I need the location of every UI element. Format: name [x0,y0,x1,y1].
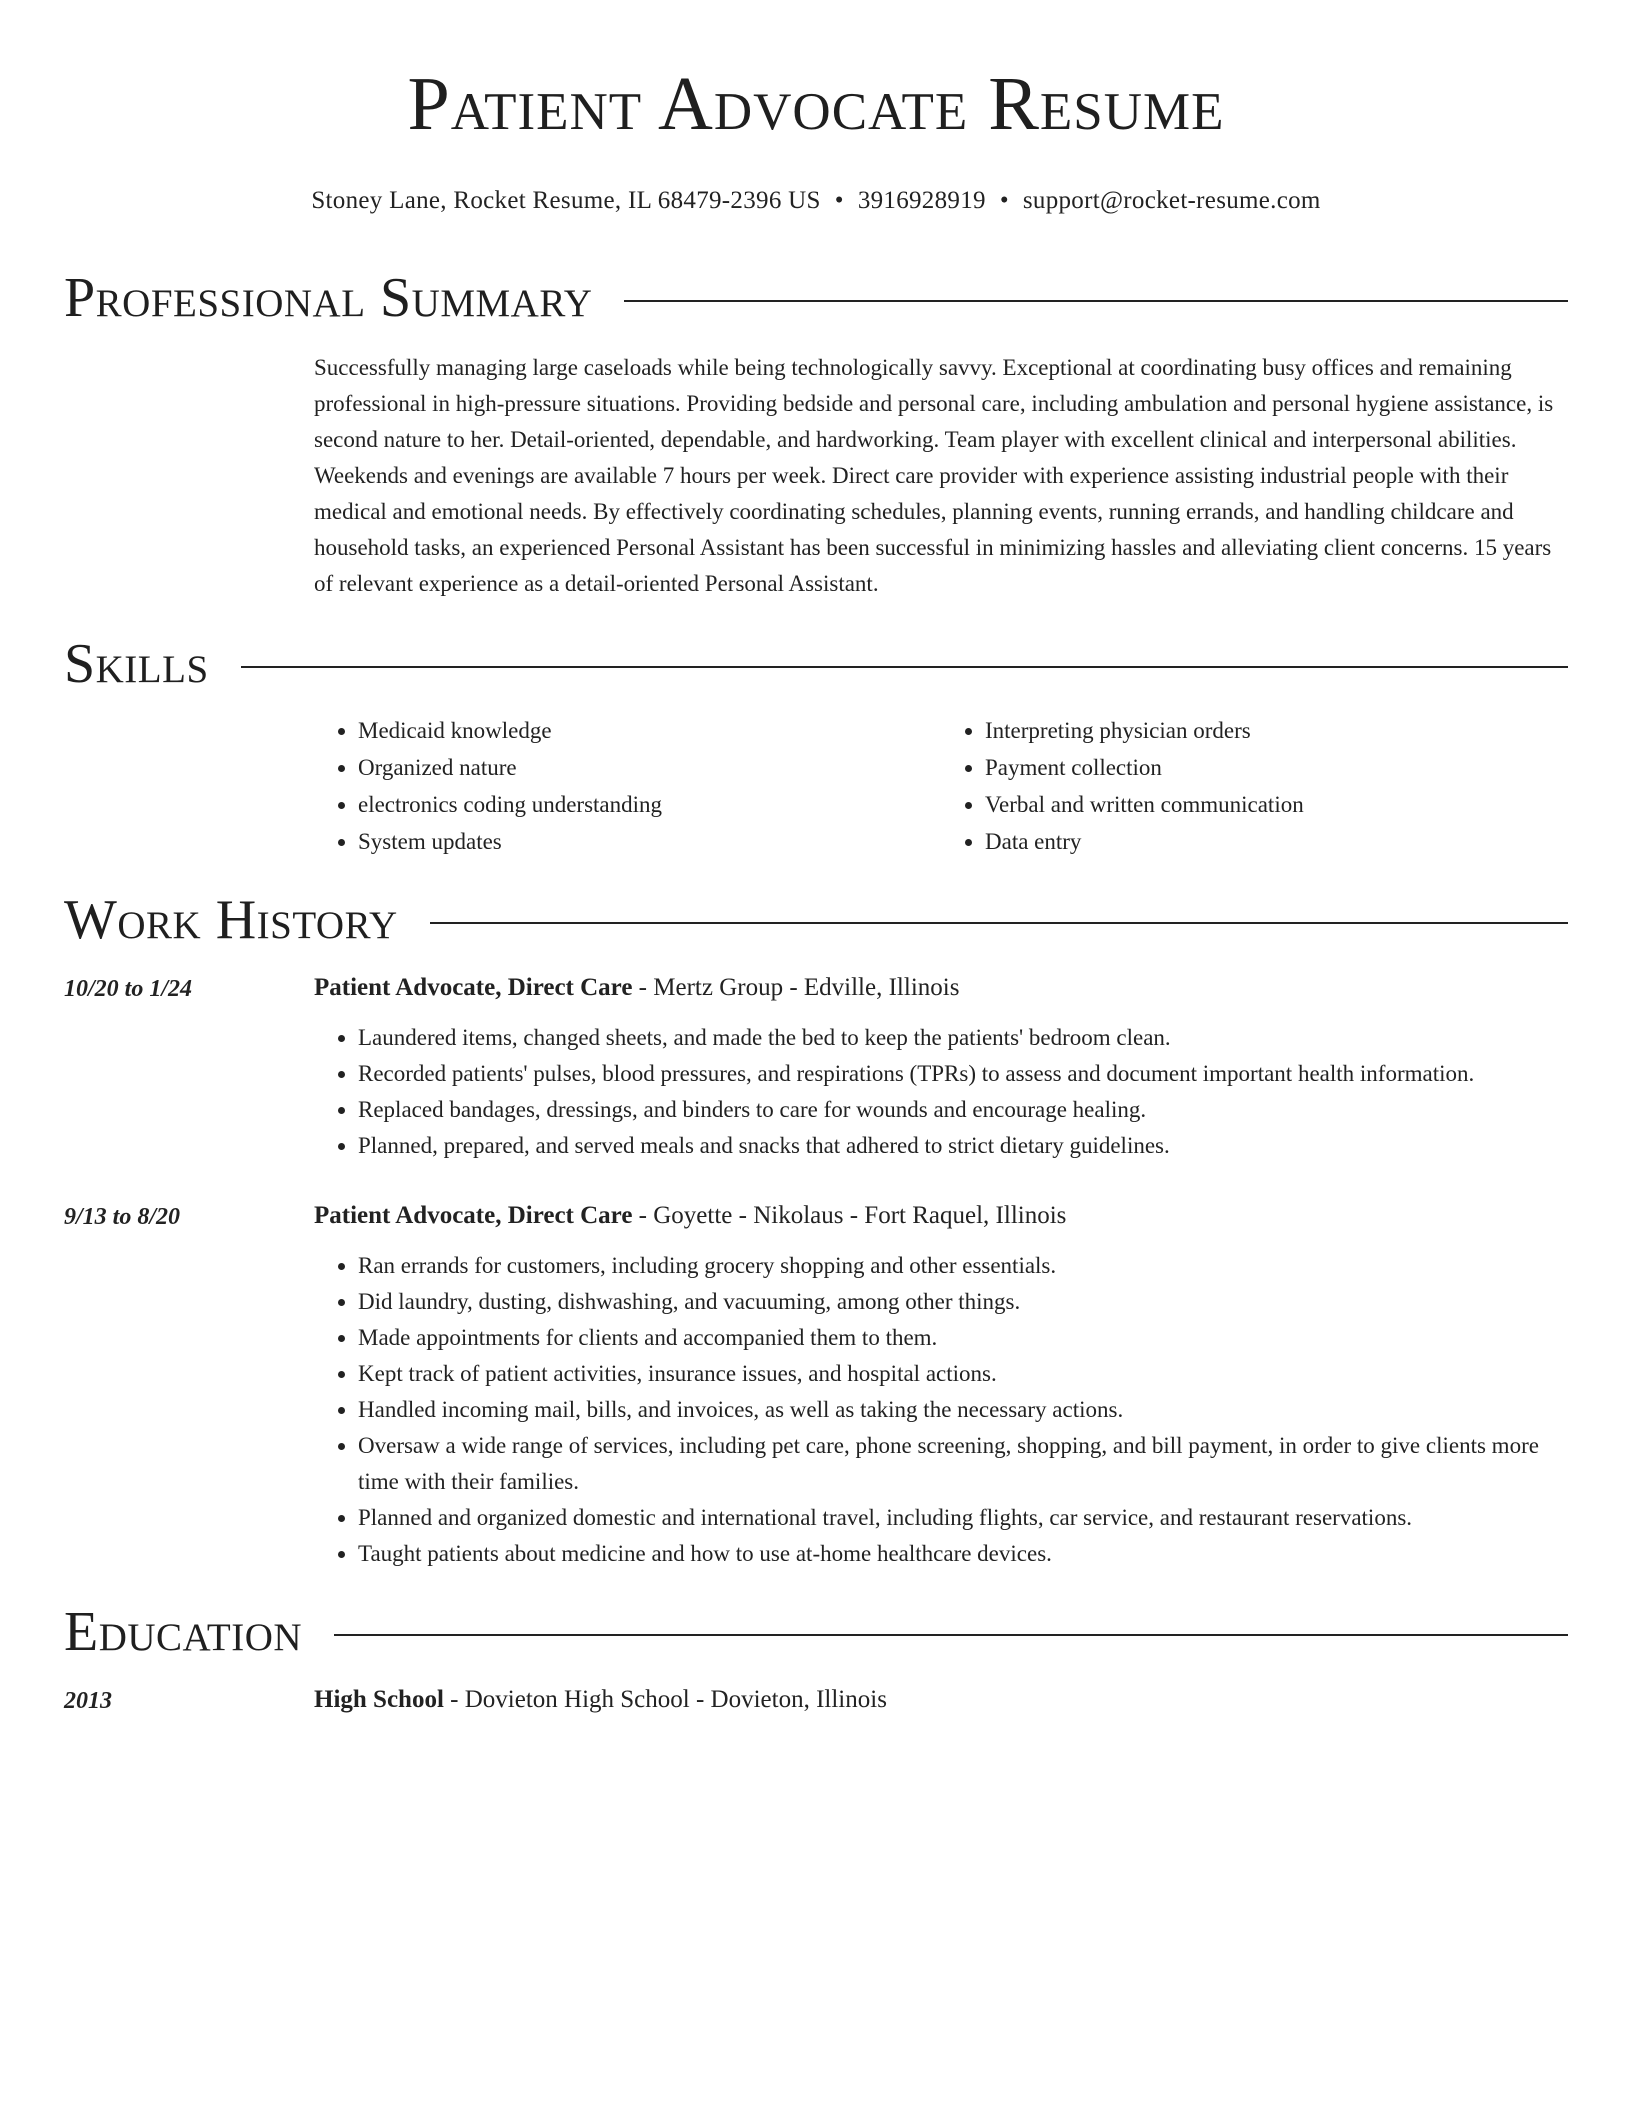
resume-title: Patient Advocate Resume [407,62,1225,146]
job-bullet: • Taught patients about medicine and how to use at-home healthcare devices. [358,1536,1568,1572]
job-content [314,970,1568,1164]
skill-item: • System updates [358,823,941,860]
contact-phone: 3916928919 [857,187,986,214]
work-section-header [64,888,1568,952]
section-divider [241,666,1568,668]
job-details: - Mertz Group - Edville, Illinois [632,974,960,1001]
job-bullet: • Ran errands for customers, including grocery shopping and other essentials. [358,1248,1568,1284]
job-entry [64,970,1568,1164]
skills-section-header [64,632,1568,696]
skill-item: • electronics coding understanding [358,786,941,823]
job-heading [314,970,1568,1006]
summary-text: Successfully managing large caseloads while being technologically savvy. Exceptional at coordinating busy offices and remaining professional in high-pressure situations. Providing bedside and personal care, including ambulation and personal hygiene assistance, is second nature to her. Detail-oriented, dependable, and hardworking. Team player with excellent clinical and interpersonal abilities. Weekends and evenings are available 7 hours per week. Direct care provider with experience assisting industrial people with their medical and emotional needs. By effectively coordinating schedules, planning events, running errands, and handling childcare and household tasks, an experienced Personal Assistant has been successful in minimizing hassles and alleviating client concerns. 15 years of relevant experience as a detail-oriented Personal Assistant. [314,355,1554,596]
skills-list [314,712,1568,860]
contact-line [64,184,1568,218]
job-details: - Goyette - Nikolaus - Fort Raquel, Illinois [632,1202,1067,1229]
skill-item: • Data entry [985,823,1568,860]
skill-item: • Organized nature [358,749,941,786]
job-bullets [314,1248,1568,1572]
contact-separator: • [999,187,1009,214]
education-entry [64,1682,1568,1719]
job-title: Patient Advocate, Direct Care [314,1202,633,1229]
skill-item: • Medicaid knowledge [358,712,941,749]
skills-column-left [314,712,941,860]
job-content [314,1198,1568,1572]
contact-email: support@rocket-resume.com [1022,187,1321,214]
contact-separator: • [834,187,844,214]
education-heading-line [314,1682,1568,1718]
job-bullet: • Laundered items, changed sheets, and made the bed to keep the patients' bedroom clean. [358,1020,1568,1056]
education-year: 2013 [64,1688,112,1714]
job-dates: 9/13 to 8/20 [64,1204,181,1230]
job-heading [314,1198,1568,1234]
job-title: Patient Advocate, Direct Care [314,974,633,1001]
job-bullet: • Replaced bandages, dressings, and binders to care for wounds and encourage healing. [358,1092,1568,1128]
job-bullet: • Planned, prepared, and served meals and snacks that adhered to strict dietary guidelines. [358,1128,1568,1164]
job-bullet: • Oversaw a wide range of services, including pet care, phone screening, shopping, and bill payment, in order to give clients more time with their families. [358,1428,1568,1500]
section-divider [624,300,1568,302]
job-bullet: • Kept track of patient activities, insurance issues, and hospital actions. [358,1356,1568,1392]
education-section-header [64,1600,1568,1664]
summary-heading: Professional Summary [64,267,593,329]
education-details: - Dovieton High School - Dovieton, Illinois [443,1686,887,1713]
contact-address: Stoney Lane, Rocket Resume, IL 68479-2396 US [311,187,821,214]
section-divider [334,1634,1568,1636]
job-bullet: • Made appointments for clients and accompanied them to them. [358,1320,1568,1356]
work-heading: Work History [64,889,398,951]
skill-item: • Interpreting physician orders [985,712,1568,749]
skills-column-right [941,712,1568,860]
skill-item: • Verbal and written communication [985,786,1568,823]
skills-heading: Skills [64,633,209,695]
job-dates: 10/20 to 1/24 [64,976,193,1002]
job-bullet: • Recorded patients' pulses, blood pressures, and respirations (TPRs) to assess and document important health information. [358,1056,1568,1092]
job-bullet: • Planned and organized domestic and international travel, including flights, car service, and restaurant reservations. [358,1500,1568,1536]
summary-section-header [64,266,1568,330]
job-entry [64,1198,1568,1572]
section-divider [430,922,1568,924]
education-content [314,1682,1568,1719]
education-degree: High School [314,1686,444,1713]
job-bullet: • Did laundry, dusting, dishwashing, and vacuuming, among other things. [358,1284,1568,1320]
skill-item: • Payment collection [985,749,1568,786]
job-bullets [314,1020,1568,1164]
job-bullet: • Handled incoming mail, bills, and invoices, as well as taking the necessary actions. [358,1392,1568,1428]
education-heading: Education [64,1601,303,1663]
